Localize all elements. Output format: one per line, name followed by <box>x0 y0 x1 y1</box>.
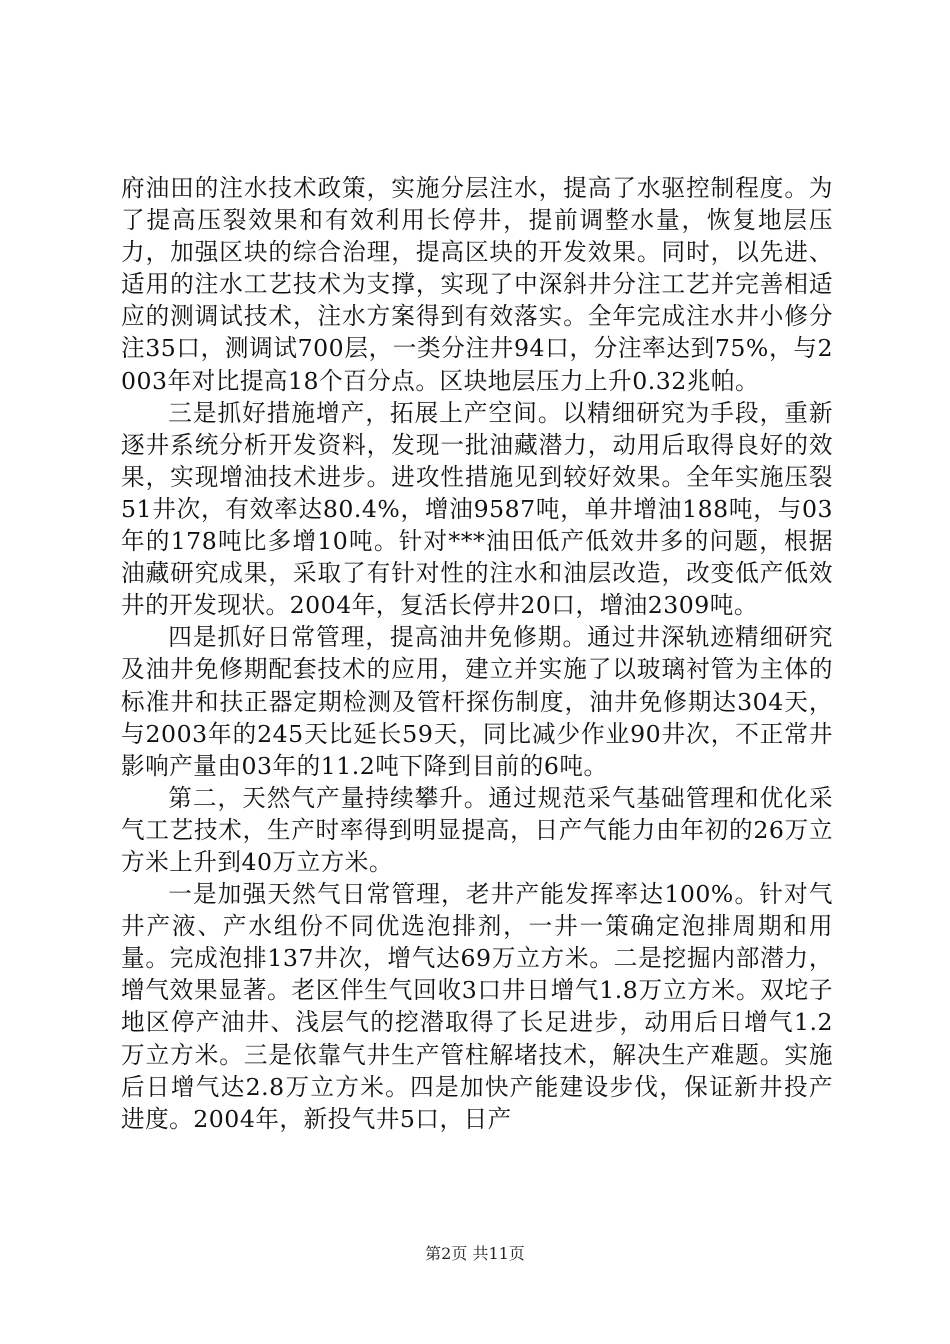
paragraph-daily-management: 四是抓好日常管理，提高油井免修期。通过井深轨迹精细研究及油井免修期配套技术的应用，建立并实施了以玻璃衬管为主体的标准井和扶正器定期检测及管杆探伤制度，油井免修期达304天，与2003年的245天比延长59天，同比减少作业90井次，不正常井影响产量由03年的11.2吨下降到目前的6吨。 <box>121 623 833 780</box>
page-number-footer: 第2页 共11页 <box>425 1244 525 1263</box>
paragraph-injection-policy: 府油田的注水技术政策，实施分层注水，提高了水驱控制程度。为了提高压裂效果和有效利用长停井，提前调整水量，恢复地层压力，加强区块的综合治理，提高区块的开发效果。同时，以先进、适用的注水工艺技术为支撑，实现了中深斜井分注工艺并完善相适应的测调试技术，注水方案得到有效落实。全年完成注水井小修分注35口，测调试700层，一类分注井94口，分注率达到75%，与2003年对比提高18个百分点。区块地层压力上升0.32兆帕。 <box>121 174 833 395</box>
paragraph-gas-management: 一是加强天然气日常管理，老井产能发挥率达100%。针对气井产液、产水组份不同优选泡排剂，一井一策确定泡排周期和用量。完成泡排137井次，增气达69万立方米。二是挖掘内部潜力，增气效果显著。老区伴生气回收3口井日增气1.8万立方米。双坨子地区停产油井、浅层气的挖潜取得了长足进步，动用后日增气1.2万立方米。三是依靠气井生产管柱解堵技术，解决生产难题。实施后日增气达2.8万立方米。四是加快产能建设步伐，保证新井投产进度。2004年，新投气井5口，日产 <box>121 880 833 1133</box>
paragraph-measures-production: 三是抓好措施增产，拓展上产空间。以精细研究为手段，重新逐井系统分析开发资料，发现一批油藏潜力，动用后取得良好的效果，实现增油技术进步。进攻性措施见到较好效果。全年实施压裂51井次，有效率达80.4%，增油9587吨，单井增油188吨，与03年的178吨比多增10吨。针对***油田低产低效井多的问题，根据油藏研究成果，采取了有针对性的注水和油层改造，改变低产低效井的开发现状。2004年，复活长停井20口，增油2309吨。 <box>121 398 833 620</box>
paragraph-natural-gas-output: 第二，天然气产量持续攀升。通过规范采气基础管理和优化采气工艺技术，生产时率得到明显提高，日产气能力由年初的26万立方米上升到40万立方米。 <box>121 783 833 876</box>
document-body <box>121 172 833 1135</box>
